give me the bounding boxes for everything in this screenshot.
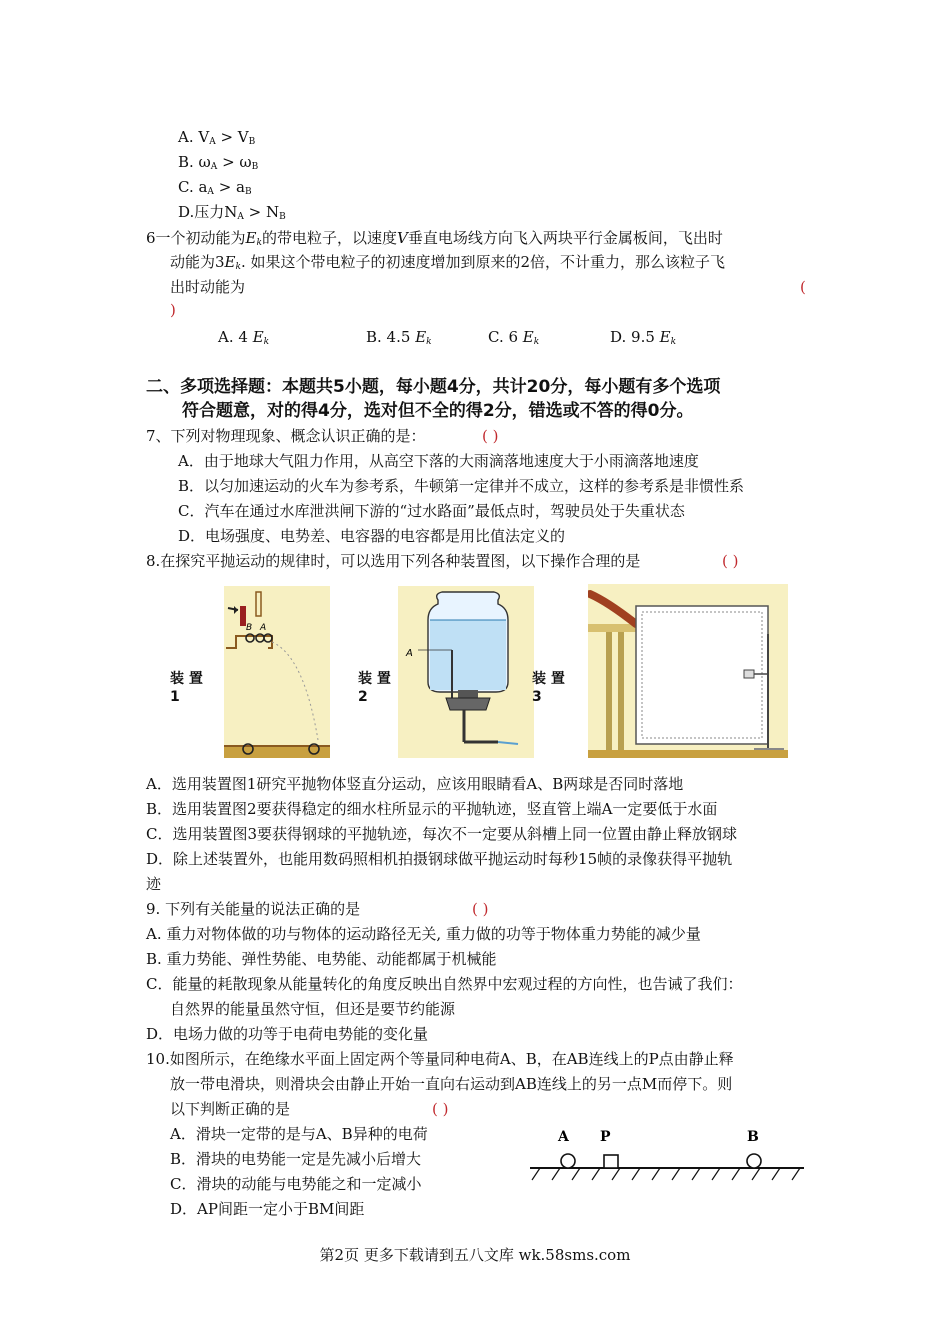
q6-option-c: C. 6 $E_k$: [488, 328, 540, 347]
q5-option-c: C. $a_A > a_B$: [178, 178, 252, 197]
q5-option-d: D.压力$N_A > N_B$: [178, 203, 286, 222]
q9-answer-paren: ( ): [472, 900, 489, 918]
figure2-label: 装 置 2: [358, 671, 391, 705]
q10-stem-line1: 10.如图所示，在绝缘水平面上固定两个等量同种电荷A、B，在AB连线上的P点由静止释: [146, 1050, 734, 1068]
figure2-tag-a: A: [406, 648, 413, 659]
q10-label-p: P: [600, 1129, 611, 1145]
q10-slider-p: [604, 1155, 618, 1168]
q10-charges-diagram: [528, 1124, 808, 1190]
q9-option-a: A. 重力对物体做的功与物体的运动路径无关, 重力做的功等于物体重力势能的减少量: [146, 925, 701, 943]
q10-answer-paren: ( ): [432, 1100, 449, 1118]
q6-stem-line2: 动能为$3E_k$. 如果这个带电粒子的初速度增加到原来的2倍，不计重力，那么该粒子飞: [170, 253, 726, 272]
q6-option-b: B. 4.5 $E_k$: [366, 328, 432, 347]
q9-option-c-continued: 自然界的能量虽然守恒，但还是要节约能源: [170, 1000, 456, 1018]
q10-option-c: C．滑块的动能与电势能之和一定减小: [170, 1175, 422, 1193]
q6-answer-paren-open: (: [800, 278, 806, 296]
q9-option-d: D．电场力做的功等于电荷电势能的变化量: [146, 1025, 429, 1043]
q6-option-a: A. 4 $E_k$: [218, 328, 270, 347]
q7-stem: 7、下列对物理现象、概念认识正确的是：: [146, 427, 426, 445]
q9-stem: 9. 下列有关能量的说法正确的是: [146, 900, 361, 918]
section2-heading-line2: 符合题意，对的得4分，选对但不全的得2分，错选或不答的得0分。: [182, 401, 694, 421]
figure1-tag-a: A: [260, 623, 267, 633]
q10-option-b: B．滑块的电势能一定是先减小后增大: [170, 1150, 422, 1168]
q7-option-b: B．以匀加速运动的火车为参考系，牛顿第一定律并不成立，这样的参考系是非惯性系: [178, 477, 745, 495]
q8-option-d: D．除上述装置外，也能用数码照相机拍摄钢球做平抛运动时每秒15帧的录像获得平抛轨: [146, 850, 733, 868]
figure1-apparatus: [224, 586, 330, 758]
q5-option-b: B. $\omega_A > \omega_B$: [178, 153, 259, 172]
q10-label-b: B: [747, 1129, 759, 1145]
figure2-apparatus: [398, 586, 534, 758]
q8-option-a: A．选用装置图1研究平抛物体竖直分运动，应该用眼睛看A、B两球是否同时落地: [146, 775, 684, 793]
q7-option-c: C．汽车在通过水库泄洪闸下游的“过水路面”最低点时，驾驶员处于失重状态: [178, 502, 685, 520]
figure1-label: 装 置 1: [170, 671, 203, 705]
q7-option-d: D．电场强度、电势差、电容器的电容都是用比值法定义的: [178, 527, 566, 545]
q6-stem-line1: 6一个初动能为$E_k$的带电粒子，以速度V垂直电场线方向飞入两块平行金属板间，飞出时: [146, 229, 723, 248]
q10-charge-b: [747, 1154, 761, 1168]
q8-option-c: C．选用装置图3要获得钢球的平抛轨迹，每次不一定要从斜槽上同一位置由静止释放钢球: [146, 825, 738, 843]
q10-label-a: A: [558, 1129, 569, 1145]
q6-answer-paren-close: ): [170, 301, 176, 319]
figure3-apparatus: [588, 584, 788, 758]
q10-stem-line3: 以下判断正确的是: [170, 1100, 291, 1118]
q8-answer-paren: ( ): [722, 552, 739, 570]
q10-charge-a: [561, 1154, 575, 1168]
q8-option-b: B．选用装置图2要获得稳定的细水柱所显示的平抛轨迹，竖直管上端A一定要低于水面: [146, 800, 718, 818]
q8-option-d-continued: 迹: [146, 875, 162, 893]
section2-heading-line1: 二、多项选择题：本题共5小题，每小题4分，共计20分，每小题有多个选项: [146, 377, 721, 397]
q10-stem-line2: 放一带电滑块，则滑块会由静止开始一直向右运动到AB连线上的另一点M而停下。则: [170, 1075, 733, 1093]
q6-stem-line3: 出时动能为: [170, 278, 246, 296]
figure1-tag-b: B: [246, 623, 253, 633]
q9-option-b: B. 重力势能、弹性势能、电势能、动能都属于机械能: [146, 950, 497, 968]
q5-option-a: A. $V_A > V_B$: [178, 128, 256, 147]
q9-option-c: C．能量的耗散现象从能量转化的角度反映出自然界中宏观过程的方向性，也告诫了我们：: [146, 975, 743, 993]
q8-stem: 8.在探究平抛运动的规律时，可以选用下列各种装置图，以下操作合理的是: [146, 552, 641, 570]
q10-option-a: A．滑块一定带的是与A、B异种的电荷: [170, 1125, 428, 1143]
page-footer: 第2页 更多下载请到五八文库 wk.58sms.com: [319, 1246, 631, 1264]
figure3-label: 装 置 3: [532, 671, 565, 705]
q7-answer-paren: ( ): [482, 427, 499, 445]
q6-option-d: D. 9.5 $E_k$: [610, 328, 677, 347]
q7-option-a: A．由于地球大气阻力作用，从高空下落的大雨滴落地速度大于小雨滴落地速度: [178, 452, 699, 470]
q10-option-d: D．AP间距一定小于BM间距: [170, 1200, 365, 1218]
